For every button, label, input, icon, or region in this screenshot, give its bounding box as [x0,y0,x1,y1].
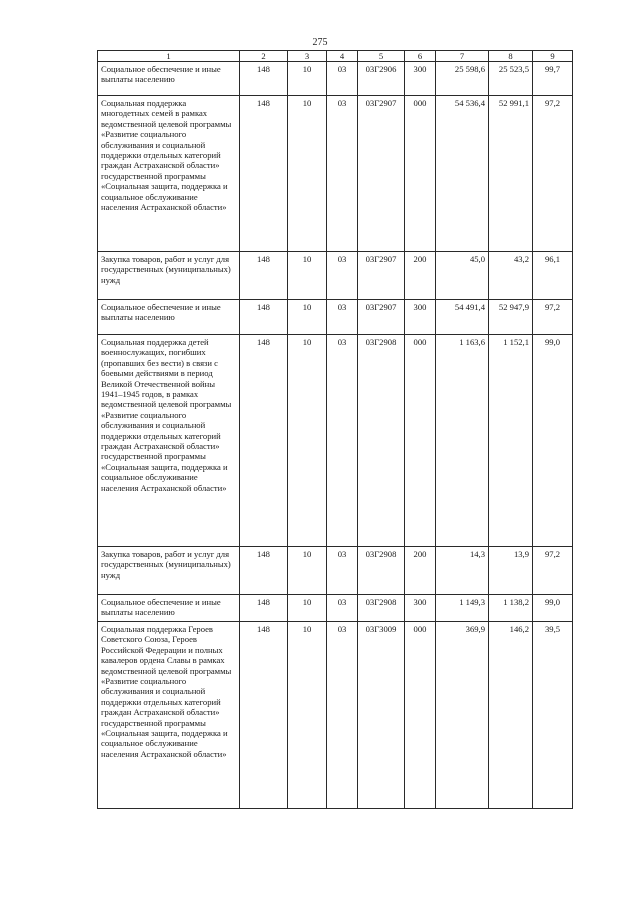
table-cell: Закупка товаров, работ и услуг для государственных (муниципальных) нужд [98,252,240,300]
table-cell: 03Г2908 [358,335,405,547]
table-cell: 03 [327,62,358,96]
table-cell: 03Г2907 [358,252,405,300]
header-cell: 1 [98,51,240,62]
table-cell: 10 [288,96,327,252]
table-cell: 10 [288,300,327,335]
header-cell: 5 [358,51,405,62]
table-cell: 03Г3009 [358,622,405,809]
table-cell: 99,7 [533,62,573,96]
table-row [98,335,573,547]
table-cell: Социальная поддержка Героев Советского Союза, Героев Российской Федерации и полных кавалеров ордена Славы в рамках ведомственной целевой программы «Развитие социального обслуживания и социальной поддержки отдельных категорий граждан Астраханской области» государственной программы «Социальная защита, поддержка и социальное обслуживание населения Астраханской области» [98,622,240,809]
table-cell: 148 [240,547,288,595]
header-cell: 2 [240,51,288,62]
table-cell: 148 [240,335,288,547]
table-cell: 10 [288,547,327,595]
table-cell: 03 [327,335,358,547]
header-cell: 7 [436,51,489,62]
table-cell: 96,1 [533,252,573,300]
header-cell: 8 [489,51,533,62]
table-cell: 03Г2908 [358,547,405,595]
table-cell: 97,2 [533,547,573,595]
table-cell: 52 991,1 [489,96,533,252]
table-cell: 10 [288,595,327,622]
header-cell: 6 [405,51,436,62]
table-cell: 10 [288,622,327,809]
page-number: 275 [312,37,328,48]
table-cell: 369,9 [436,622,489,809]
table-cell: Социальное обеспечение и иные выплаты населению [98,300,240,335]
table-cell: 25 523,5 [489,62,533,96]
table-cell: Социальное обеспечение и иные выплаты населению [98,62,240,96]
table-cell: 148 [240,96,288,252]
table-cell: 03Г2907 [358,300,405,335]
table-cell: 148 [240,62,288,96]
table-cell: 03 [327,547,358,595]
table-cell: 52 947,9 [489,300,533,335]
table-cell: 99,0 [533,335,573,547]
table-cell: 10 [288,335,327,547]
table-cell: 1 163,6 [436,335,489,547]
table-cell: 25 598,6 [436,62,489,96]
table-row [98,595,573,622]
table-row [98,547,573,595]
table-cell: 10 [288,62,327,96]
table-cell: 14,3 [436,547,489,595]
budget-table [97,50,573,809]
table-cell: 1 149,3 [436,595,489,622]
table-cell: 200 [405,547,436,595]
table-row [98,252,573,300]
table-cell: 54 491,4 [436,300,489,335]
table-cell: 1 138,2 [489,595,533,622]
header-cell: 3 [288,51,327,62]
table-cell: 03 [327,252,358,300]
table-cell: 99,0 [533,595,573,622]
table-cell: 03 [327,622,358,809]
table-cell: 000 [405,335,436,547]
table-cell: 45,0 [436,252,489,300]
table-cell: 300 [405,595,436,622]
header-cell: 4 [327,51,358,62]
table-cell: 54 536,4 [436,96,489,252]
table-row [98,300,573,335]
table-row [98,62,573,96]
table-cell: Социальное обеспечение и иные выплаты населению [98,595,240,622]
table-cell: 200 [405,252,436,300]
table-cell: 03 [327,300,358,335]
header-cell: 9 [533,51,573,62]
table-cell: 148 [240,300,288,335]
table-cell: 000 [405,96,436,252]
table-cell: 03 [327,96,358,252]
table-cell: 97,2 [533,96,573,252]
table-row [98,622,573,809]
table-cell: 148 [240,595,288,622]
table-cell: 1 152,1 [489,335,533,547]
table-cell: Закупка товаров, работ и услуг для государственных (муниципальных) нужд [98,547,240,595]
table-cell: 148 [240,622,288,809]
table-cell: 146,2 [489,622,533,809]
table-cell: 13,9 [489,547,533,595]
table-cell: 03Г2907 [358,96,405,252]
table-cell: 39,5 [533,622,573,809]
table-row [98,96,573,252]
header-row [98,51,573,62]
table-cell: 000 [405,622,436,809]
table-cell: Социальная поддержка детей военнослужащих, погибших (пропавших без вести) в связи с боевыми действиями в период Великой Отечественной войны 1941–1945 годов, в рамках ведомственной целевой программы «Развитие социального обслуживания и социальной поддержки отдельных категорий граждан Астраханской области» государственной программы «Социальная защита, поддержка и социальное обслуживание населения Астраханской области» [98,335,240,547]
table-cell: 300 [405,62,436,96]
table-cell: 43,2 [489,252,533,300]
table-cell: 10 [288,252,327,300]
table-cell: 03Г2908 [358,595,405,622]
table-cell: 03 [327,595,358,622]
table-cell: 148 [240,252,288,300]
table-cell: 300 [405,300,436,335]
table-cell: Социальная поддержка многодетных семей в рамках ведомственной целевой программы «Развитие социального обслуживания и социальной поддержки отдельных категорий граждан Астраханской области» государственной программы «Социальная защита, поддержка и социальное обслуживание населения Астраханской области» [98,96,240,252]
table-cell: 03Г2906 [358,62,405,96]
table-cell: 97,2 [533,300,573,335]
